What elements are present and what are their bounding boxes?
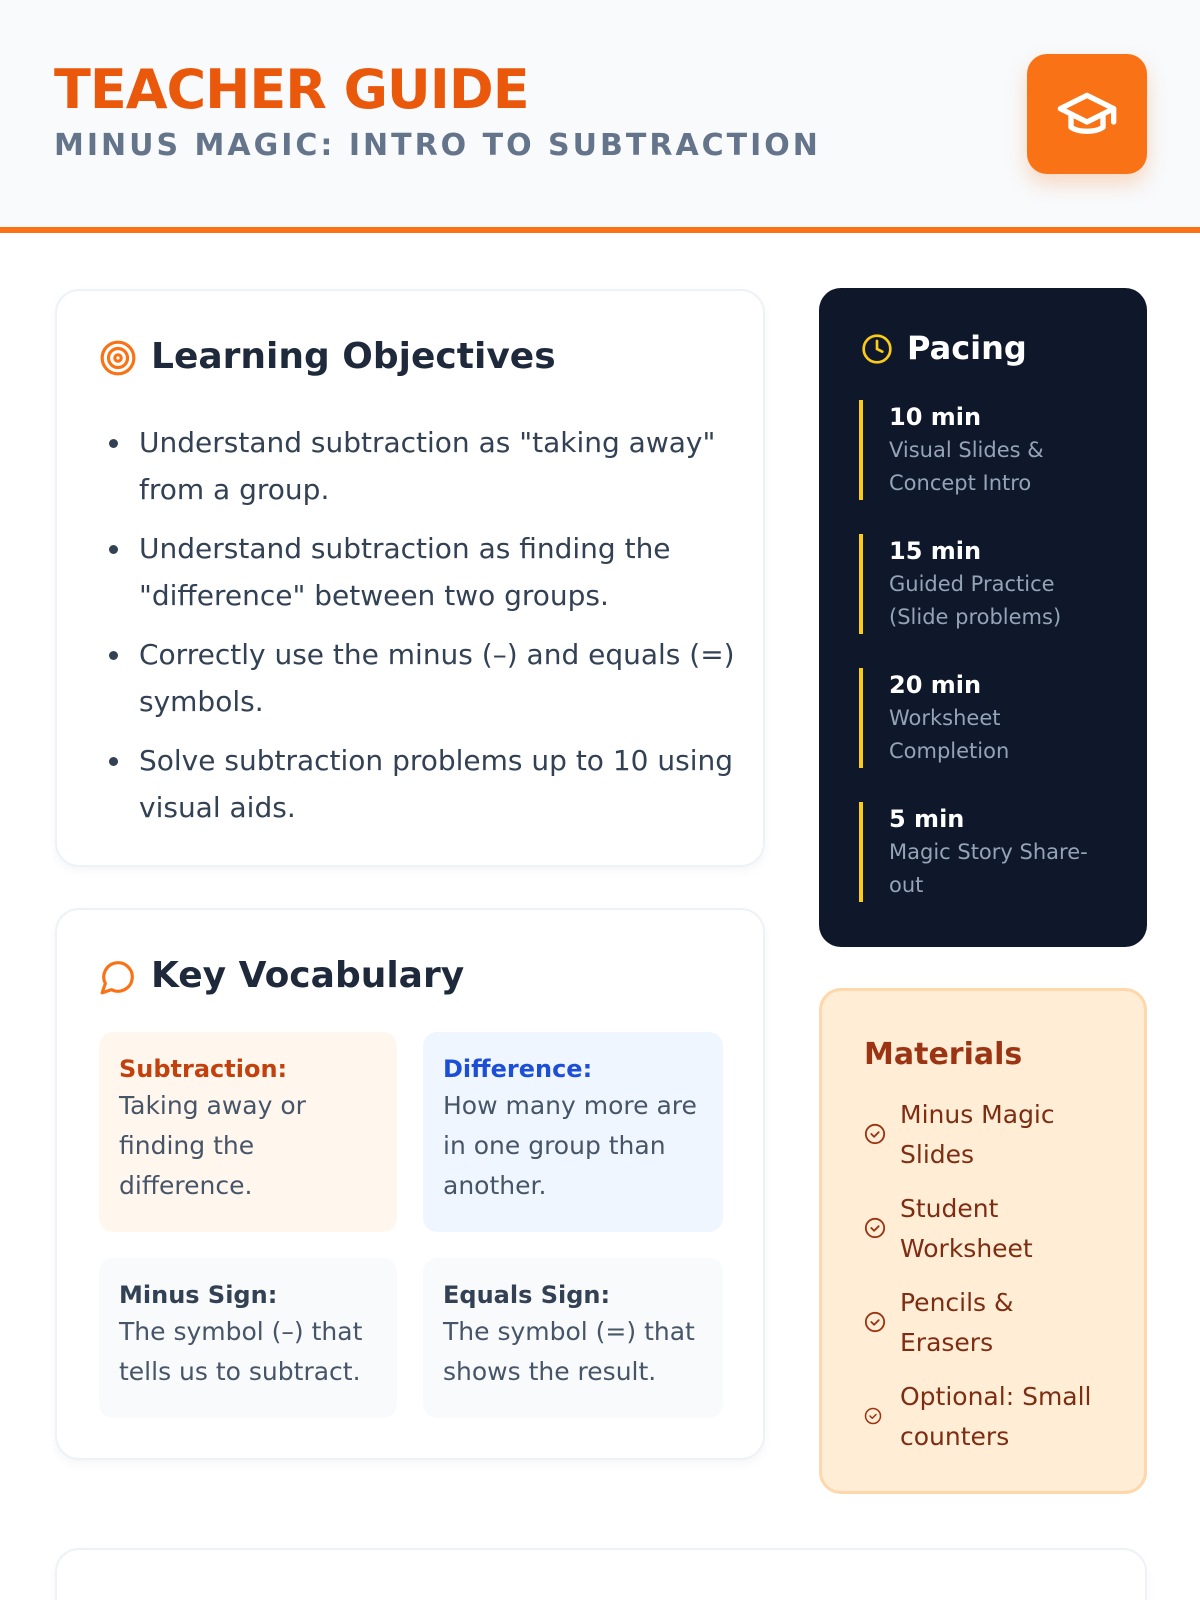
- objective-item: [99, 631, 739, 725]
- learning-objectives-card: [55, 289, 765, 867]
- check-circle-icon: [864, 1123, 886, 1145]
- vocab-definition: The symbol (–) that tells us to subtract.: [119, 1317, 363, 1386]
- page-title: TEACHER GUIDE: [54, 58, 529, 121]
- materials-text: Optional: Small counters: [900, 1382, 1092, 1451]
- pacing-activity: Visual Slides & Concept Intro: [889, 438, 1044, 495]
- speech-bubble-icon: [99, 958, 137, 996]
- materials-text: Minus Magic Slides: [900, 1100, 1055, 1169]
- materials-title: Materials: [864, 1037, 1023, 1072]
- objective-item: [99, 525, 739, 619]
- vocabulary-title: Key Vocabulary: [151, 955, 465, 996]
- pacing-duration: 10 min: [889, 403, 982, 431]
- vocab-definition: Taking away or finding the difference.: [119, 1091, 306, 1200]
- objectives-title: Learning Objectives: [151, 336, 556, 377]
- bullet-icon: [109, 545, 118, 554]
- header-badge: [1027, 54, 1147, 174]
- objective-text: Understand subtraction as finding the "difference" between two groups.: [139, 532, 671, 612]
- key-vocabulary-card: [55, 908, 765, 1460]
- next-section-card: [55, 1548, 1147, 1600]
- objective-text: Correctly use the minus (–) and equals (=) symbols.: [139, 638, 735, 718]
- vocab-term: Difference:: [443, 1055, 593, 1083]
- graduation-cap-icon: [1055, 82, 1119, 146]
- clock-icon: [861, 333, 893, 365]
- pacing-item: [859, 802, 1119, 902]
- objectives-list: [99, 419, 739, 843]
- pacing-activity: Worksheet Completion: [889, 706, 1010, 763]
- pacing-item: [859, 668, 1119, 768]
- check-circle-icon: [864, 1311, 886, 1333]
- materials-text: Pencils & Erasers: [900, 1288, 1014, 1357]
- pacing-item: [859, 534, 1119, 634]
- objective-text: Solve subtraction problems up to 10 using visual aids.: [139, 744, 734, 824]
- check-circle-icon: [864, 1407, 882, 1425]
- pacing-item: [859, 400, 1119, 500]
- check-circle-icon: [864, 1217, 886, 1239]
- vocab-term-difference: [423, 1032, 723, 1232]
- bullet-icon: [109, 757, 118, 766]
- pacing-title: Pacing: [907, 329, 1027, 367]
- materials-text: Student Worksheet: [900, 1194, 1033, 1263]
- pacing-duration: 20 min: [889, 671, 982, 699]
- pacing-panel: [819, 288, 1147, 947]
- vocab-term: Minus Sign:: [119, 1281, 278, 1309]
- bullet-icon: [109, 651, 118, 660]
- bullet-icon: [109, 439, 118, 448]
- materials-panel: [819, 988, 1147, 1494]
- objective-item: [99, 419, 739, 513]
- objective-text: Understand subtraction as "taking away" from a group.: [139, 426, 716, 506]
- vocab-term-equals-sign: [423, 1258, 723, 1418]
- vocab-definition: The symbol (=) that shows the result.: [443, 1317, 695, 1386]
- pacing-activity: Magic Story Share-out: [889, 840, 1088, 897]
- objective-item: [99, 737, 739, 831]
- target-icon: [99, 339, 137, 377]
- vocab-definition: How many more are in one group than another.: [443, 1091, 697, 1200]
- vocab-term-subtraction: [99, 1032, 397, 1232]
- page-header: [0, 0, 1200, 233]
- vocab-term: Equals Sign:: [443, 1281, 611, 1309]
- pacing-activity: Guided Practice (Slide problems): [889, 572, 1062, 629]
- vocab-term: Subtraction:: [119, 1055, 288, 1083]
- pacing-duration: 15 min: [889, 537, 982, 565]
- pacing-duration: 5 min: [889, 805, 965, 833]
- vocab-term-minus-sign: [99, 1258, 397, 1418]
- page-subtitle: MINUS MAGIC: INTRO TO SUBTRACTION: [54, 128, 821, 163]
